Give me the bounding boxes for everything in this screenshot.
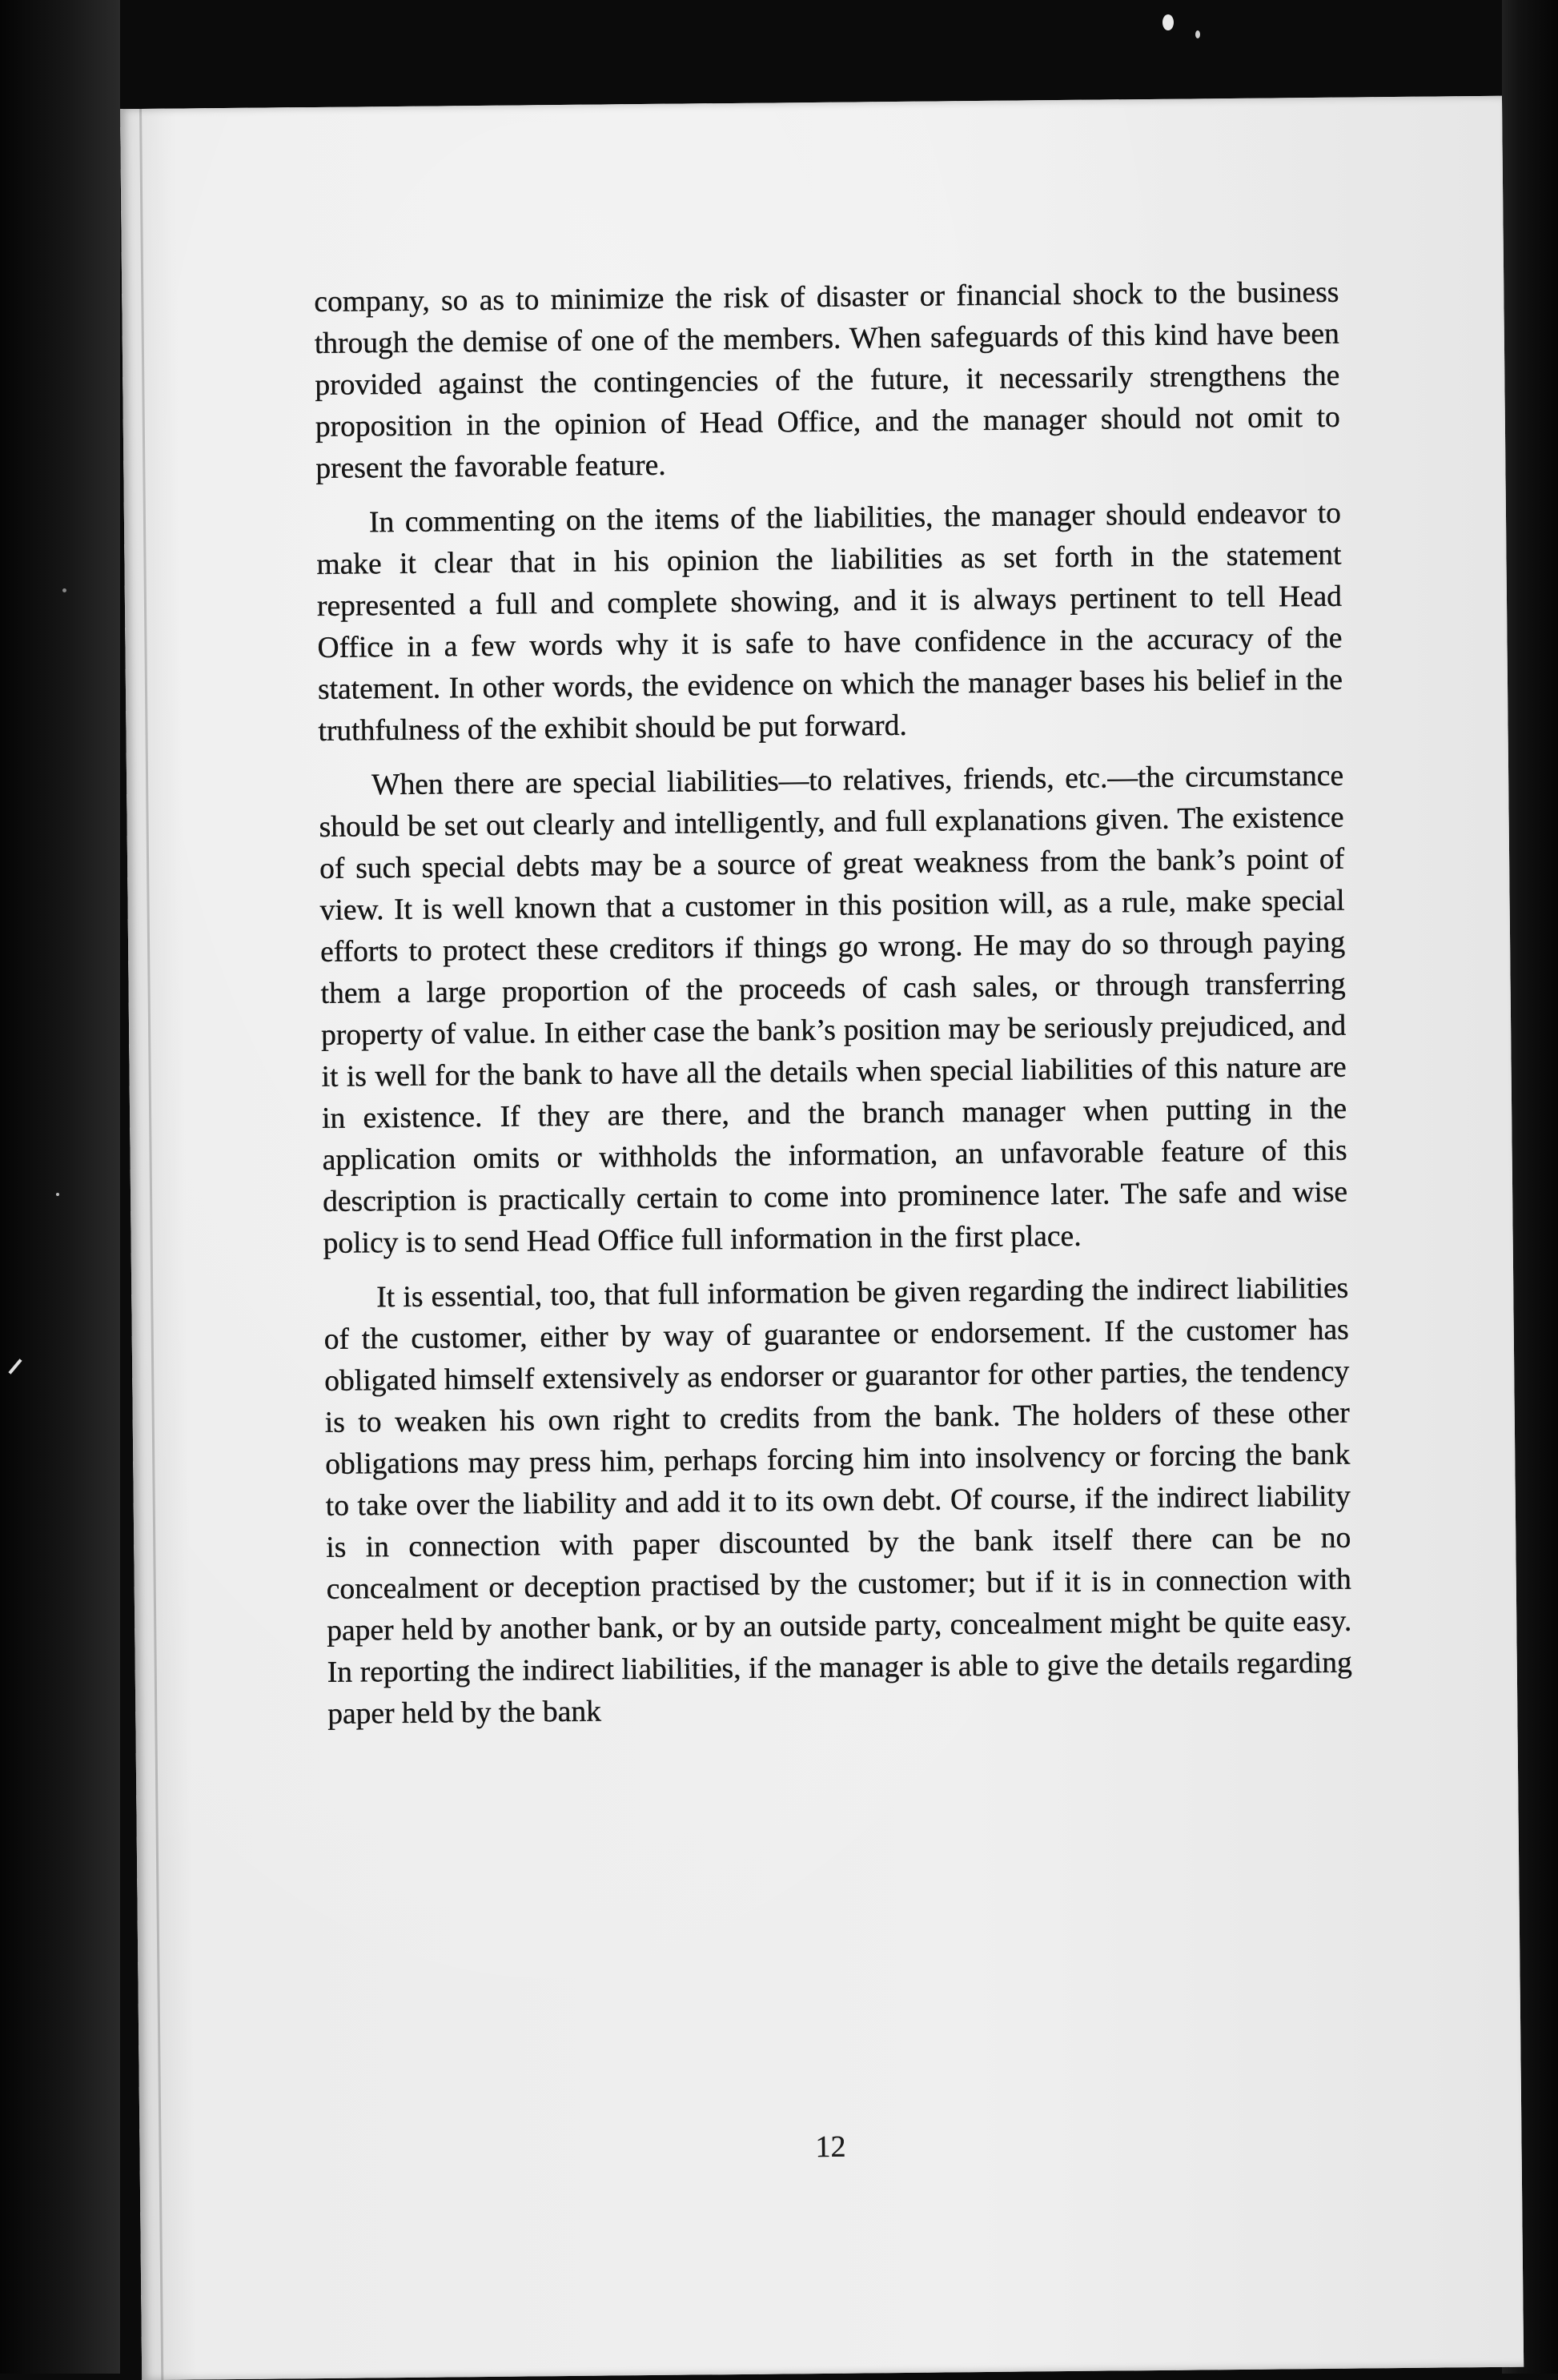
scan-speck (56, 1193, 59, 1196)
page-number: 12 (815, 2129, 846, 2165)
paragraph-indirect-liabilities: It is essential, too, that full information be given regarding the indirect liabilities of the customer, either by way of guarantee or endorsement. If the customer has obligated himself extensively as endorser or guarantor for other parties, the tendency is to weaken his own right to credits from the bank. The holders of these other obligations may press him, perhaps forcing him into insolvency or forcing the bank to take over the liability and add it to its own debt. Of course, if the indirect liability is in connection with paper discounted by the bank itself there can be no concealment or deception practised by the customer; but if it is in connection with paper held by another bank, or by an outside party, concealment might be quite easy. In reporting the indirect liabilities, if the manager is able to give the details regarding paper held by the bank (323, 1271, 1352, 1731)
body-text (314, 272, 1353, 1748)
paragraph-liabilities-items: In commenting on the items of the liabilities, the manager should endeavor to make it clear that in his opinion the liabilities as set forth in the statement represented a full and complete showing, and it is always pertinent to tell Head Office in a few words why it is safe to have confidence in the accuracy of the statement. In other words, the evidence on which the manager bases his belief in the truthfulness of the exhibit should be put forward. (316, 496, 1343, 748)
page-fold-line (139, 109, 163, 2380)
scan-speck (1162, 14, 1174, 30)
scan-speck (1195, 30, 1200, 38)
book-page (120, 96, 1524, 2380)
paragraph-special-liabilities: When there are special liabilities—to relatives, friends, etc.—the circumstance should be set out clearly and intelligently, and full explanations given. The existence of such special debts may be a source of great weakness from the bank’s point of view. It is well known that a customer in this position will, as a rule, make special efforts to protect these creditors if things go wrong. He may do so through paying them a large proportion of the proceeds of cash sales, or through transferring property of value. In either case the bank’s position may be seriously prejudiced, and it is well for the bank to have all the details when special liabilities of this nature are in existence. If they are there, and the branch manager when putting in the application omits or withholds the information, an unfavorable feature of this description is practically certain to come into prominence later. The safe and wise policy is to send Head Office full information in the first place. (319, 759, 1348, 1260)
scan-border-left (0, 0, 120, 2374)
scan-speck (62, 588, 66, 592)
paragraph-continued: company, so as to minimize the risk of disaster or financial shock to the business through the demise of one of the members. When safeguards of this kind have been provided against the contingencies of the future, it necessarily strengthens the proposition in the opinion of Head Office, and the manager should not omit to present the favorable feature. (314, 275, 1341, 485)
